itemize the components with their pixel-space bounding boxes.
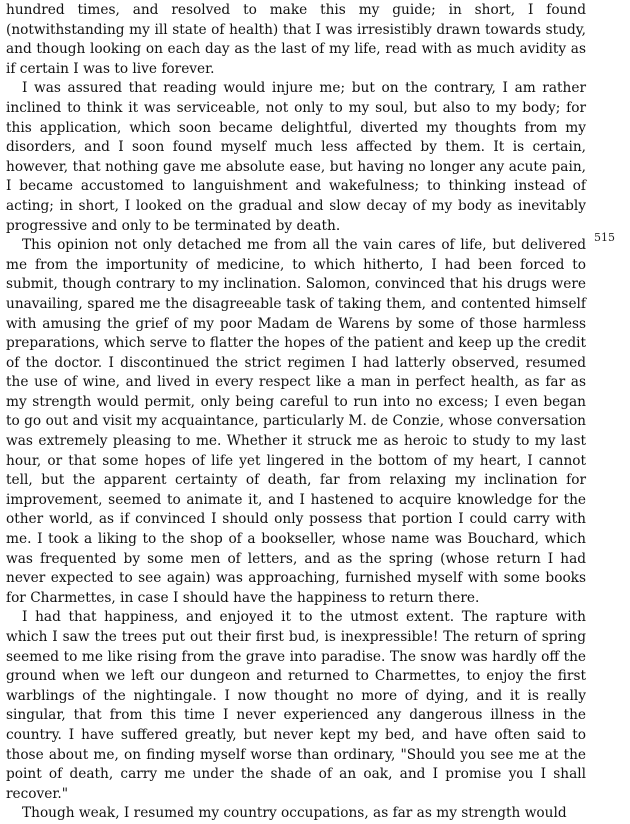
paragraph-1: hundred times, and resolved to make this my guide; in short, I found (notwithstanding my ill state of health) that I was irresistibly drawn towards study, and though looking on each day as the last of my life, read with as much avidity as if certain I was to live forever.	[6, 2, 586, 77]
paragraph-4: I had that happiness, and enjoyed it to the utmost extent. The rapture with which I saw the trees put out their first bud, is inexpressible! The return of spring seemed to me like rising from the grave into paradise. The snow was hardly off the ground when we left our dungeon and returned to Charmettes, to enjoy the first warblings of the nightingale. I now thought no more of dying, and it is really singular, that from this time I never experienced any dangerous illness in the country. I have suffered greatly, but never kept my bed, and have often said to those about me, on finding myself worse than ordinary, "Should you see me at the point of death, carry me under the shade of an oak, and I promise you I shall recover."	[6, 609, 586, 802]
body-text	[6, 1, 586, 824]
paragraph-2: I was assured that reading would injure me; but on the contrary, I am rather inclined to think it was serviceable, not only to my soul, but also to my body; for this application, which soon became delightful, diverted my thoughts from my disorders, and I soon found myself much less affected by them. It is certain, however, that nothing gave me absolute ease, but having no longer any acute pain, I became accustomed to languishment and wakefulness; to thinking instead of acting; in short, I looked on the gradual and slow decay of my body as inevitably progressive and only to be terminated by death.	[6, 80, 586, 234]
paragraph-3: This opinion not only detached me from all the vain cares of life, but delivered me from the importunity of medicine, to which hitherto, I had been forced to submit, though contrary to my inclination. Salomon, convinced that his drugs were unavailing, spared me the disagreeable task of taking them, and contented himself with amusing the grief of my poor Madam de Warens by some of those harmless preparations, which serve to flatter the hopes of the patient and keep up the credit of the doctor. I discontinued the strict regimen I had latterly observed, resumed the use of wine, and lived in every respect like a man in perfect health, as far as my strength would permit, only being careful to run into no excess; I even began to go out and visit my acquaintance, particularly M. de Conzie, whose conversation was extremely pleasing to me. Whether it struck me as heroic to study to my last hour, or that some hopes of life yet lingered in the bottom of my heart, I cannot tell, but the apparent certainty of death, far from relaxing my inclination for improvement, seemed to animate it, and I hastened to acquire knowledge for the other world, as if convinced I should only possess that portion I could carry with me. I took a liking to the shop of a bookseller, whose name was Bouchard, which was frequented by some men of letters, and as the spring (whose return I had never expected to see again) was approaching, furnished myself with some books for Charmettes, in case I should have the happiness to return there.	[6, 237, 586, 606]
paragraph-5: Though weak, I resumed my country occupations, as far as my strength would	[22, 805, 567, 822]
page-number: 515	[594, 231, 615, 244]
